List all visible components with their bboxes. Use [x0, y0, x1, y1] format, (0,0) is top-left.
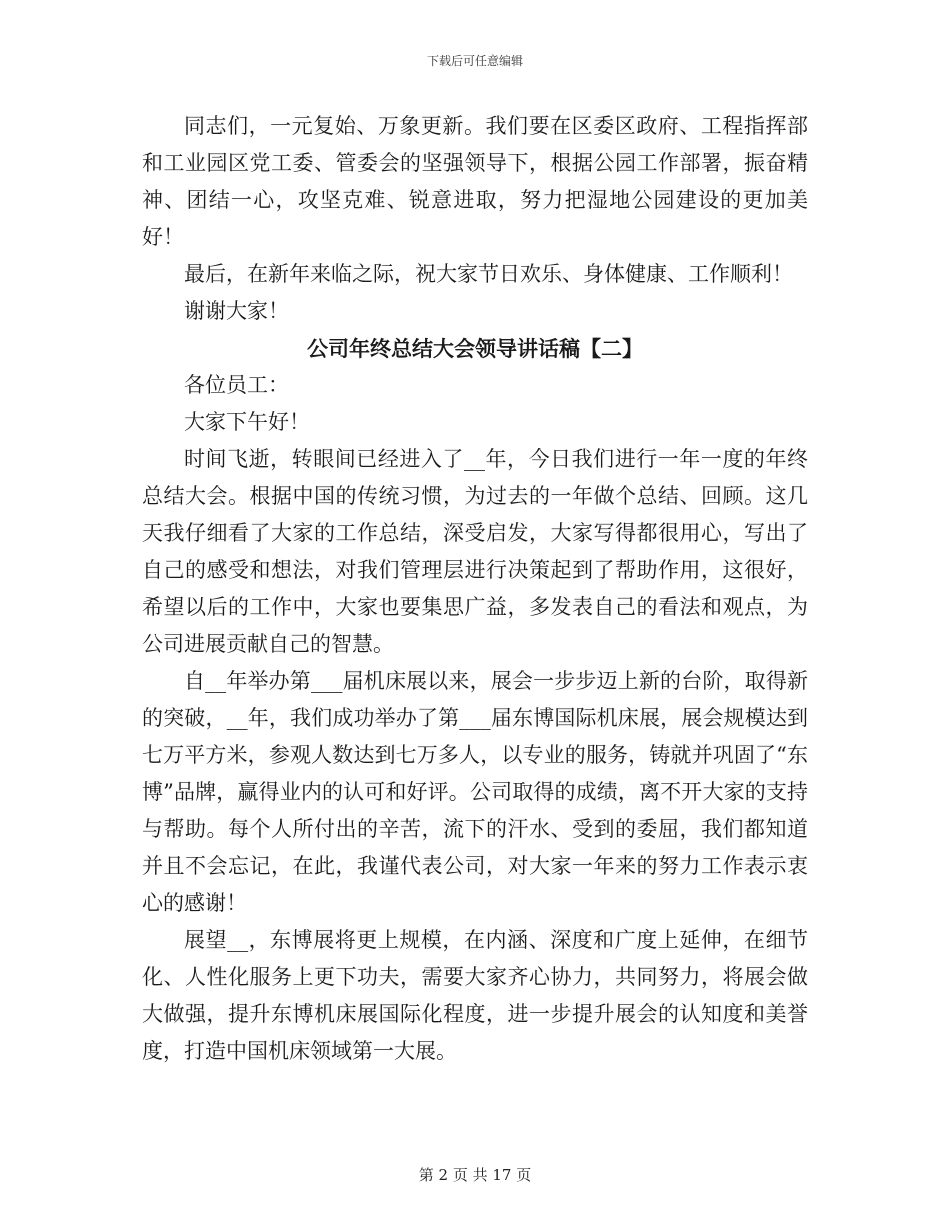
- page-number: 第 2 页 共 17 页: [418, 1166, 532, 1184]
- paragraph-achievements: 自__年举办第___届机床展以来，展会一步步迈上新的台阶，取得新的突破，__年，我们成功举办了第___届东博国际机床展，展会规模达到七万平方米，参观人数达到七万多人，以专业的服务，铸就并巩固了“东博”品牌，赢得业内的认可和好评。公司取得的成绩，离不开大家的支持与帮助。每个人所付出的辛苦，流下的汗水、受到的委屈，我们都知道并且不会忘记，在此，我谨代表公司，对大家一年来的努力工作表示衷心的感谢！: [142, 669, 808, 915]
- paragraph-new-year-wishes: 最后，在新年来临之际，祝大家节日欢乐、身体健康、工作顺利！: [184, 262, 793, 286]
- document-body: [142, 108, 808, 1070]
- paragraph-thanks: 谢谢大家！: [184, 299, 289, 323]
- paragraph-outlook: 展望__，东博展将更上规模，在内涵、深度和广度上延伸，在细节化、人性化服务上更下功夫，需要大家齐心协力，共同努力，将展会做大做强，提升东博机床展国际化程度，进一步提升展会的认知度和美誉度，打造中国机床领域第一大展。: [142, 928, 808, 1063]
- section-title: 公司年终总结大会领导讲话稿【二】: [307, 336, 643, 361]
- paragraph-salutation: 各位员工：: [184, 373, 289, 397]
- page-header-note: 下载后可任意编辑: [426, 54, 523, 68]
- paragraph-closing-remarks: 同志们，一元复始、万象更新。我们要在区委区政府、工程指挥部和工业园区党工委、管委会的坚强领导下，根据公园工作部署，振奋精神、团结一心，攻坚克难、锐意进取，努力把湿地公园建设的更加美好！: [142, 114, 808, 249]
- paragraph-greeting: 大家下午好！: [184, 410, 310, 434]
- paragraph-year-review: 时间飞逝，转眼间已经进入了__年，今日我们进行一年一度的年终总结大会。根据中国的传统习惯，为过去的一年做个总结、回顾。这几天我仔细看了大家的工作总结，深受启发，大家写得都很用心，写出了自己的感受和想法，对我们管理层进行决策起到了帮助作用，这很好，希望以后的工作中，大家也要集思广益，多发表自己的看法和观点，为公司进展贡献自己的智慧。: [142, 447, 808, 656]
